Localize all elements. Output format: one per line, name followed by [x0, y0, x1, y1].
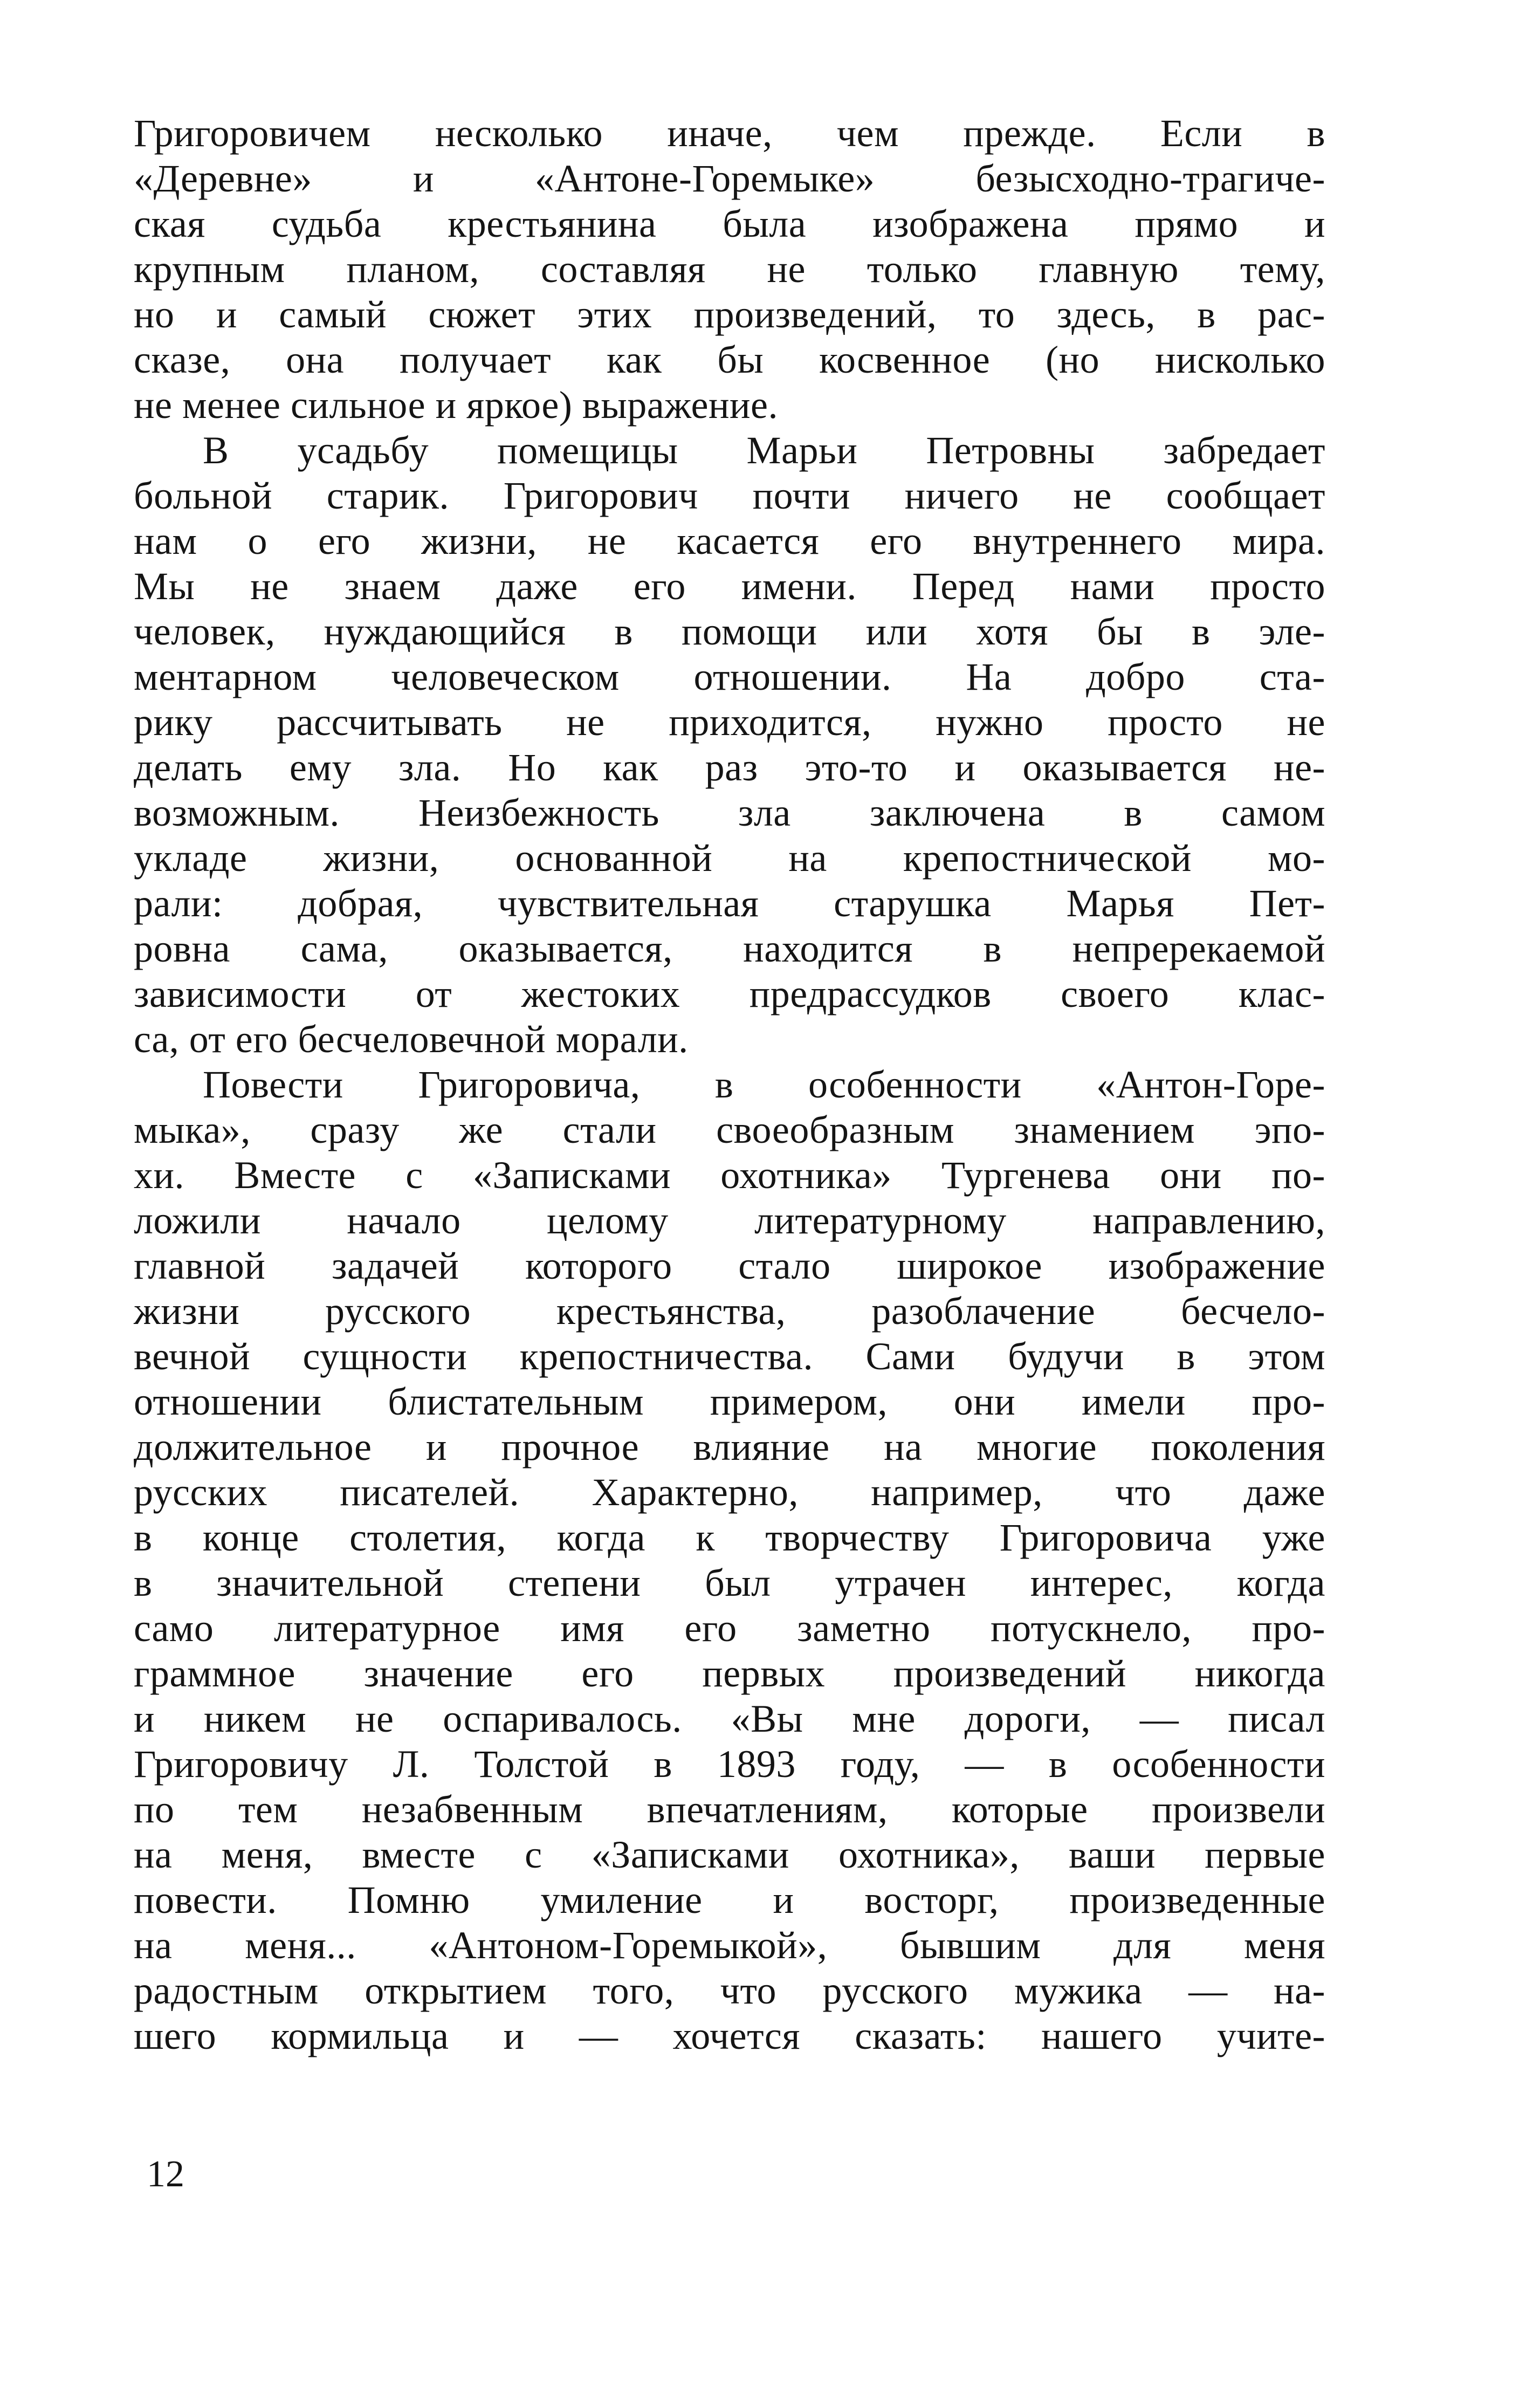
body-text	[134, 111, 1325, 2058]
text-line: вечной сущности крепостничества. Сами будучи в этом	[134, 1335, 1325, 1378]
text-line: радостным открытием того, что русского мужика — на-	[134, 1969, 1325, 2012]
text-line: делать ему зла. Но как раз это-то и оказывается не-	[134, 746, 1325, 789]
text-line: крупным планом, составляя не только главную тему,	[134, 248, 1325, 291]
text-line: ложили начало целому литературному направлению,	[134, 1199, 1325, 1242]
text-line: зависимости от жестоких предрассудков своего клас-	[134, 972, 1325, 1015]
text-line: возможным. Неизбежность зла заключена в самом	[134, 791, 1325, 834]
text-line: на меня... «Антоном-Горемыкой», бывшим для меня	[134, 1924, 1325, 1967]
text-line: рали: добрая, чувствительная старушка Марья Пет-	[134, 882, 1325, 925]
text-line: отношении блистательным примером, они имели про-	[134, 1380, 1325, 1423]
paragraph	[134, 1062, 1325, 2058]
text-line: шего кормильца и — хочется сказать: нашего учите-	[134, 2014, 1325, 2057]
text-line: мыка», сразу же стали своеобразным знамением эпо-	[134, 1108, 1325, 1151]
text-line: в значительной степени был утрачен интерес, когда	[134, 1561, 1325, 1604]
text-line: на меня, вместе с «Записками охотника», ваши первые	[134, 1833, 1325, 1876]
text-line: жизни русского крестьянства, разоблачение бесчело-	[134, 1289, 1325, 1333]
text-line: и никем не оспаривалось. «Вы мне дороги, — писал	[134, 1697, 1325, 1740]
text-line: главной задачей которого стало широкое изображение	[134, 1244, 1325, 1287]
text-line: по тем незабвенным впечатлениям, которые произвели	[134, 1788, 1325, 1831]
text-line: должительное и прочное влияние на многие поколения	[134, 1425, 1325, 1469]
page-number: 12	[147, 2153, 184, 2195]
text-line: повести. Помню умиление и восторг, произведенные	[134, 1878, 1325, 1922]
text-line: больной старик. Григорович почти ничего не сообщает	[134, 474, 1325, 517]
text-line: человек, нуждающийся в помощи или хотя бы в эле-	[134, 610, 1325, 653]
text-line: Григоровичем несколько иначе, чем прежде. Если в	[134, 112, 1325, 155]
text-line: В усадьбу помещицы Марьи Петровны забредает	[203, 429, 1325, 472]
text-line: Мы не знаем даже его имени. Перед нами просто	[134, 565, 1325, 608]
text-line: не менее сильное и яркое) выражение.	[134, 383, 778, 427]
text-line: ровна сама, оказывается, находится в непререкаемой	[134, 927, 1325, 970]
text-line: ская судьба крестьянина была изображена прямо и	[134, 202, 1325, 245]
text-line: укладе жизни, основанной на крепостнической мо-	[134, 836, 1325, 880]
text-line: ментарном человеческом отношении. На добро ста-	[134, 655, 1325, 698]
paragraph	[134, 428, 1325, 1062]
text-line: сказе, она получает как бы косвенное (но нисколько	[134, 338, 1325, 381]
text-line: «Деревне» и «Антоне-Горемыке» безысходно-трагиче-	[134, 157, 1325, 200]
text-line: граммное значение его первых произведений никогда	[134, 1652, 1325, 1695]
text-line: но и самый сюжет этих произведений, то здесь, в рас-	[134, 293, 1325, 336]
text-line: в конце столетия, когда к творчеству Григоровича уже	[134, 1516, 1325, 1559]
text-line: Повести Григоровича, в особенности «Антон-Горе-	[203, 1063, 1325, 1106]
text-line: са, от его бесчеловечной морали.	[134, 1018, 689, 1061]
paragraph	[134, 111, 1325, 428]
text-line: хи. Вместе с «Записками охотника» Тургенева они по-	[134, 1154, 1325, 1197]
text-line: нам о его жизни, не касается его внутреннего мира.	[134, 519, 1325, 562]
text-line: рику рассчитывать не приходится, нужно просто не	[134, 701, 1325, 744]
text-line: Григоровичу Л. Толстой в 1893 году, — в особенности	[134, 1742, 1325, 1786]
text-line: само литературное имя его заметно потускнело, про-	[134, 1607, 1325, 1650]
text-line: русских писателей. Характерно, например, что даже	[134, 1471, 1325, 1514]
